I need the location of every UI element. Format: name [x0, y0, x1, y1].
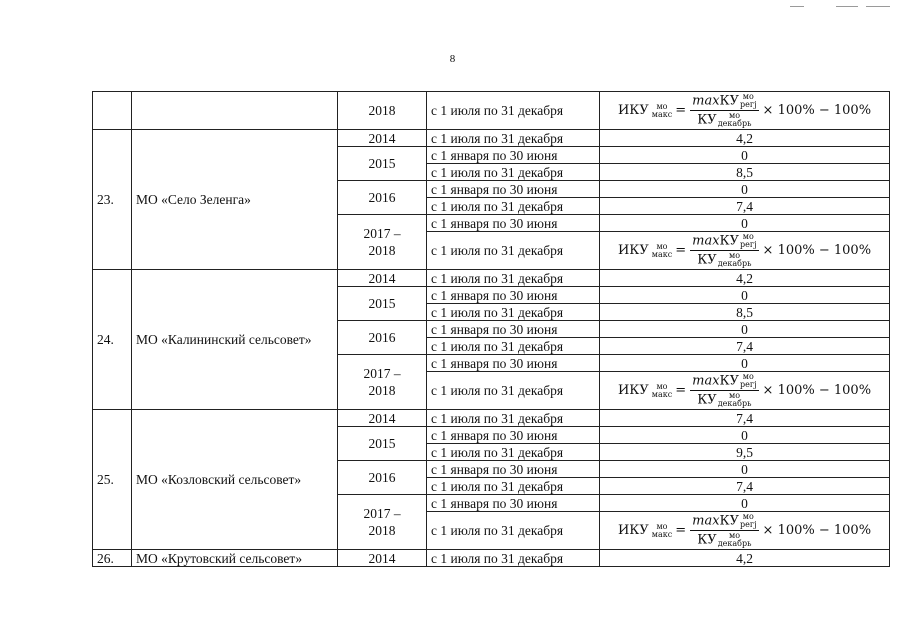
value-cell	[600, 372, 890, 410]
year-cell: 2016	[338, 321, 427, 355]
formula-fraction	[690, 513, 758, 548]
formula-tail: × 100% − 100%	[762, 523, 872, 538]
formula-tail: × 100% − 100%	[762, 383, 872, 398]
year-cell: 2018	[338, 92, 427, 130]
value-cell: 0	[600, 355, 890, 372]
year-cell: 2016	[338, 181, 427, 215]
year-cell: 2014	[338, 410, 427, 427]
formula-lhs-sup: мо	[656, 381, 668, 391]
period-cell: с 1 июля по 31 декабря	[427, 198, 600, 215]
year-cell: 2014	[338, 270, 427, 287]
value-cell: 0	[600, 461, 890, 478]
value-cell: 4,2	[600, 550, 890, 567]
scan-mark	[866, 6, 890, 7]
table-row	[93, 92, 890, 130]
value-cell: 8,5	[600, 164, 890, 181]
value-cell: 0	[600, 321, 890, 338]
formula-denominator: КУ мо декабрь	[697, 251, 752, 268]
year-cell: 2015	[338, 147, 427, 181]
year-line: 2017 –	[363, 366, 401, 381]
formula-lhs: ИКУ	[617, 523, 649, 538]
table-row	[93, 270, 890, 287]
table-row	[93, 550, 890, 567]
formula-eq: =	[675, 523, 687, 538]
value-cell: 8,5	[600, 304, 890, 321]
formula-denominator: КУ мо декабрь	[697, 391, 752, 408]
year-cell: 2015	[338, 287, 427, 321]
year-cell: 2015	[338, 427, 427, 461]
formula-lhs: ИКУ	[617, 383, 649, 398]
formula-denominator: КУ мо декабрь	[697, 531, 752, 548]
municipality-name	[132, 92, 338, 130]
value-cell: 0	[600, 287, 890, 304]
formula-lhs-sub: макс	[651, 109, 673, 119]
formula-eq: =	[675, 103, 687, 118]
period-cell: с 1 июля по 31 декабря	[427, 270, 600, 287]
formula-tail: × 100% − 100%	[762, 243, 872, 258]
allowance-table	[92, 91, 890, 567]
value-cell: 7,4	[600, 338, 890, 355]
period-cell: с 1 июля по 31 декабря	[427, 410, 600, 427]
table-row	[93, 130, 890, 147]
value-cell	[600, 512, 890, 550]
municipality-name: МО «Село Зеленга»	[132, 130, 338, 270]
year-cell	[338, 215, 427, 270]
value-cell: 7,4	[600, 410, 890, 427]
municipality-name: МО «Козловский сельсовет»	[132, 410, 338, 550]
period-cell: с 1 июля по 31 декабря	[427, 512, 600, 550]
year-cell	[338, 495, 427, 550]
row-number: 24.	[93, 270, 132, 410]
scan-mark	[790, 6, 804, 7]
value-cell: 0	[600, 181, 890, 198]
year-line: 2018	[368, 383, 396, 398]
value-cell: 0	[600, 147, 890, 164]
formula-lhs-sup: мо	[656, 241, 668, 251]
period-cell: с 1 января по 30 июня	[427, 495, 600, 512]
value-cell: 0	[600, 215, 890, 232]
period-cell: с 1 июля по 31 декабря	[427, 478, 600, 495]
formula-lhs-indices	[652, 383, 672, 399]
value-cell	[600, 92, 890, 130]
municipality-name: МО «Крутовский сельсовет»	[132, 550, 338, 567]
row-number: 26.	[93, 550, 132, 567]
period-cell: с 1 июля по 31 декабря	[427, 232, 600, 270]
period-cell: с 1 января по 30 июня	[427, 147, 600, 164]
formula-denominator: КУ мо декабрь	[697, 111, 752, 128]
formula-lhs-indices	[652, 243, 672, 259]
formula-lhs-sub: макс	[651, 529, 673, 539]
period-cell: с 1 января по 30 июня	[427, 287, 600, 304]
year-line: 2018	[368, 243, 396, 258]
formula-fraction	[690, 373, 758, 408]
period-cell: с 1 июля по 31 декабря	[427, 444, 600, 461]
formula-eq: =	[675, 383, 687, 398]
period-cell: с 1 июля по 31 декабря	[427, 372, 600, 410]
period-cell: с 1 июля по 31 декабря	[427, 304, 600, 321]
period-cell: с 1 июля по 31 декабря	[427, 550, 600, 567]
formula-numerator: maxКУ мо регj	[692, 232, 757, 249]
period-cell: с 1 января по 30 июня	[427, 181, 600, 198]
formula	[618, 513, 871, 548]
formula-tail: × 100% − 100%	[762, 103, 872, 118]
value-cell: 9,5	[600, 444, 890, 461]
formula-lhs: ИКУ	[617, 103, 649, 118]
formula-lhs-indices	[652, 523, 672, 539]
formula	[618, 93, 871, 128]
formula-lhs-sup: мо	[656, 521, 668, 531]
table-row	[93, 410, 890, 427]
value-cell	[600, 232, 890, 270]
formula	[618, 373, 871, 408]
formula-numerator: maxКУ мо регj	[692, 512, 757, 529]
formula-lhs-sub: макс	[651, 249, 673, 259]
value-cell: 7,4	[600, 478, 890, 495]
period-cell: с 1 января по 30 июня	[427, 321, 600, 338]
formula-lhs-indices	[652, 103, 672, 119]
period-cell: с 1 июля по 31 декабря	[427, 338, 600, 355]
row-number: 25.	[93, 410, 132, 550]
formula-numerator: maxКУ мо регj	[692, 92, 757, 109]
formula	[618, 233, 871, 268]
formula-numerator: maxКУ мо регj	[692, 372, 757, 389]
row-number: 23.	[93, 130, 132, 270]
value-cell: 4,2	[600, 130, 890, 147]
period-cell: с 1 января по 30 июня	[427, 355, 600, 372]
period-cell: с 1 июля по 31 декабря	[427, 92, 600, 130]
year-line: 2017 –	[363, 226, 401, 241]
row-number	[93, 92, 132, 130]
formula-eq: =	[675, 243, 687, 258]
period-cell: с 1 января по 30 июня	[427, 215, 600, 232]
formula-lhs-sub: макс	[651, 389, 673, 399]
year-cell: 2016	[338, 461, 427, 495]
value-cell: 4,2	[600, 270, 890, 287]
value-cell: 0	[600, 495, 890, 512]
value-cell: 0	[600, 427, 890, 444]
formula-fraction	[690, 233, 758, 268]
year-cell	[338, 355, 427, 410]
formula-lhs: ИКУ	[617, 243, 649, 258]
page-number: 8	[449, 53, 456, 65]
value-cell: 7,4	[600, 198, 890, 215]
municipality-name: МО «Калининский сельсовет»	[132, 270, 338, 410]
year-cell: 2014	[338, 130, 427, 147]
period-cell: с 1 июля по 31 декабря	[427, 164, 600, 181]
year-line: 2018	[368, 523, 396, 538]
period-cell: с 1 января по 30 июня	[427, 427, 600, 444]
year-cell: 2014	[338, 550, 427, 567]
formula-lhs-sup: мо	[656, 101, 668, 111]
scan-mark	[836, 6, 858, 7]
period-cell: с 1 июля по 31 декабря	[427, 130, 600, 147]
formula-fraction	[690, 93, 758, 128]
period-cell: с 1 января по 30 июня	[427, 461, 600, 478]
year-line: 2017 –	[363, 506, 401, 521]
